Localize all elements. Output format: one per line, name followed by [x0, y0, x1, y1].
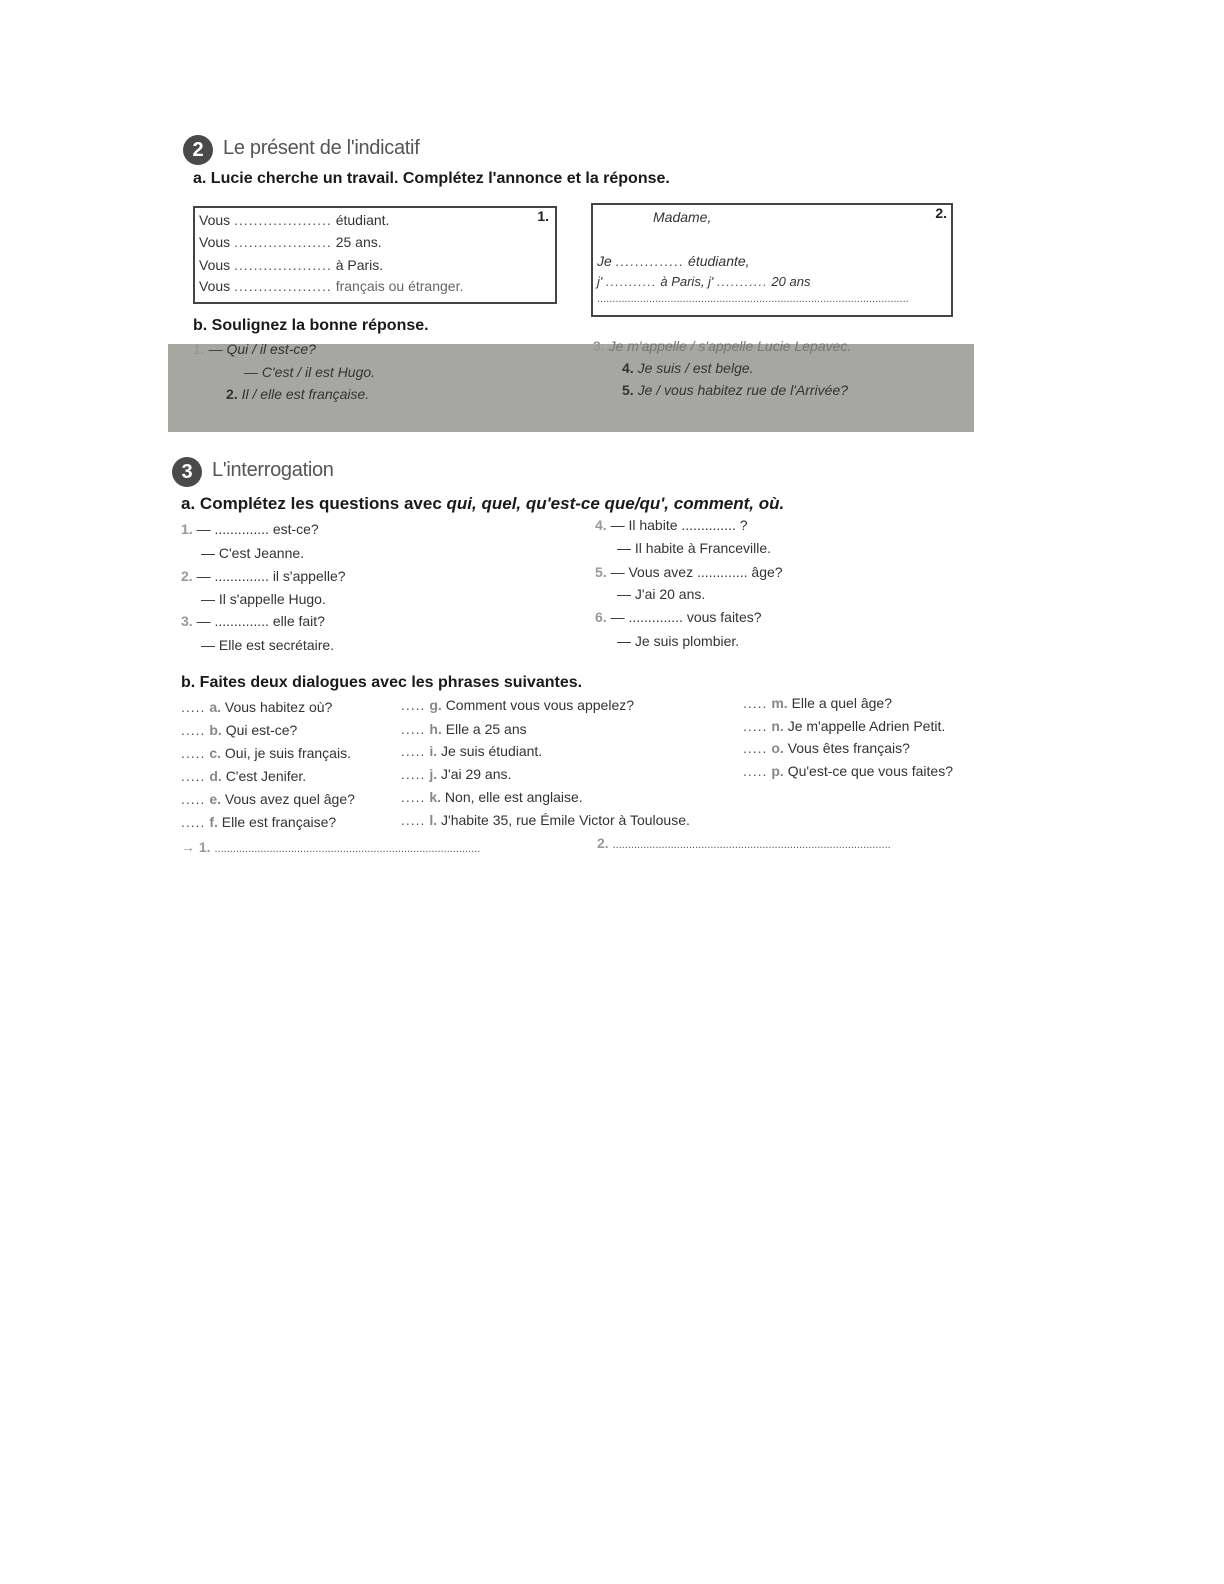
dialogue-answer-1: → 1. ....................................................................................... [181, 839, 481, 855]
blank-dots[interactable]: .................... [234, 234, 332, 250]
phrase-l: ..... l. J'habite 35, rue Émile Victor à Toulouse. [401, 812, 690, 828]
phrase-k: ..... k. Non, elle est anglaise. [401, 789, 583, 805]
phrase-a: ..... a. Vous habitez où? [181, 699, 333, 715]
question-2: 2. — .............. il s'appelle? [181, 568, 346, 584]
answer-2: — Il s'appelle Hugo. [201, 591, 326, 607]
phrase-b: ..... b. Qui est-ce? [181, 722, 298, 738]
reply-box-2 [591, 203, 953, 317]
question-5: 5. — Vous avez ............. âge? [595, 564, 783, 580]
reply-line-3[interactable]: ...................................................................................................... [597, 293, 909, 305]
section-3a-instruction: a. Complétez les questions avec qui, quel, qu'est-ce que/qu', comment, où. [181, 494, 785, 513]
answer-4: — Il habite à Franceville. [617, 540, 772, 556]
blank-dots[interactable]: ..... [743, 740, 768, 756]
phrase-d: ..... d. C'est Jenifer. [181, 768, 307, 784]
blank-dots[interactable]: ..... [181, 768, 206, 784]
answer-5: — J'ai 20 ans. [617, 586, 706, 602]
blank-dots[interactable]: ..... [181, 791, 206, 807]
blank-dots[interactable]: .................... [234, 212, 332, 228]
blank-dots[interactable]: ....................................................................................... [214, 843, 481, 855]
phrase-n: ..... n. Je m'appelle Adrien Petit. [743, 718, 946, 734]
blank-dots[interactable]: .................... [234, 278, 332, 294]
blank-dots[interactable]: ..... [181, 745, 206, 761]
blank-dots[interactable]: ..... [401, 766, 426, 782]
blank-dots[interactable]: ........... [606, 274, 657, 289]
ad-box-1 [193, 206, 557, 304]
section-2-number-badge: 2 [183, 135, 213, 165]
phrase-m: ..... m. Elle a quel âge? [743, 695, 892, 711]
answer-1: — C'est Jeanne. [201, 545, 305, 561]
blank-dots[interactable]: ..... [181, 814, 206, 830]
ad-line-2: Vous .................... 25 ans. [199, 234, 382, 250]
blank-dots[interactable]: ........................................................................................... [612, 839, 891, 851]
blank-dots[interactable]: ..... [401, 721, 426, 737]
reply-box-2-number: 2. [935, 205, 947, 221]
blank-dots[interactable]: ..... [181, 699, 206, 715]
phrase-j: ..... j. J'ai 29 ans. [401, 766, 512, 782]
question-4: 4. — Il habite .............. ? [595, 517, 748, 533]
ad-line-4: Vous .................... français ou étranger. [199, 278, 464, 294]
question-3: 3. — .............. elle fait? [181, 613, 325, 629]
section-3b-instruction: b. Faites deux dialogues avec les phrases suivantes. [181, 674, 583, 691]
underline-item-5: 5. Je / vous habitez rue de l'Arrivée? [622, 382, 849, 398]
phrase-f: ..... f. Elle est française? [181, 814, 337, 830]
reply-greeting: Madame, [653, 209, 712, 225]
ad-line-1: Vous .................... étudiant. [199, 212, 390, 228]
phrase-o: ..... o. Vous êtes français? [743, 740, 910, 756]
blank-dots[interactable]: .................... [234, 257, 332, 273]
blank-dots[interactable]: ..... [401, 743, 426, 759]
blank-dots[interactable]: .............. [615, 253, 685, 269]
underline-item-1: 1. — Qui / il est-ce? [193, 341, 316, 357]
phrase-g: ..... g. Comment vous vous appelez? [401, 697, 635, 713]
blank-dots[interactable]: ........... [717, 274, 768, 289]
blank-dots[interactable]: ..... [743, 763, 768, 779]
question-1: 1. — .............. est-ce? [181, 521, 319, 537]
arrow-icon: → [181, 839, 195, 855]
underline-item-2: 2. Il / elle est française. [226, 386, 370, 402]
question-6: 6. — .............. vous faites? [595, 609, 762, 625]
answer-3: — Elle est secrétaire. [201, 637, 335, 653]
phrase-i: ..... i. Je suis étudiant. [401, 743, 543, 759]
section-3-number-badge: 3 [172, 457, 202, 487]
section-2a-instruction: a. Lucie cherche un travail. Complétez l'annonce et la réponse. [193, 170, 670, 187]
blank-dots[interactable]: ..... [743, 718, 768, 734]
blank-dots[interactable]: ..... [181, 722, 206, 738]
blank-dots[interactable]: ..... [401, 697, 426, 713]
underline-item-3: 3. Je m'appelle / s'appelle Lucie Lepavec. [593, 338, 852, 354]
answer-6: — Je suis plombier. [617, 633, 740, 649]
reply-line-2: j' ........... à Paris, j' ........... 20 ans [597, 274, 811, 289]
dialogue-answer-2: 2. ........................................................................................... [597, 835, 891, 851]
section-3-title: L'interrogation [212, 459, 334, 481]
phrase-e: ..... e. Vous avez quel âge? [181, 791, 355, 807]
ad-line-3: Vous .................... à Paris. [199, 257, 384, 273]
reply-line-1: Je .............. étudiante, [597, 253, 750, 269]
underline-item-4: 4. Je suis / est belge. [622, 360, 754, 376]
section-2-title: Le présent de l'indicatif [223, 137, 420, 159]
blank-dots[interactable]: ..... [401, 789, 426, 805]
phrase-p: ..... p. Qu'est-ce que vous faites? [743, 763, 954, 779]
blank-dots[interactable]: ..... [743, 695, 768, 711]
section-2b-instruction: b. Soulignez la bonne réponse. [193, 317, 429, 334]
ad-box-1-number: 1. [537, 208, 549, 224]
underline-item-1-answer: — C'est / il est Hugo. [244, 364, 376, 380]
blank-dots[interactable]: ..... [401, 812, 426, 828]
phrase-c: ..... c. Oui, je suis français. [181, 745, 351, 761]
phrase-h: ..... h. Elle a 25 ans [401, 721, 527, 737]
